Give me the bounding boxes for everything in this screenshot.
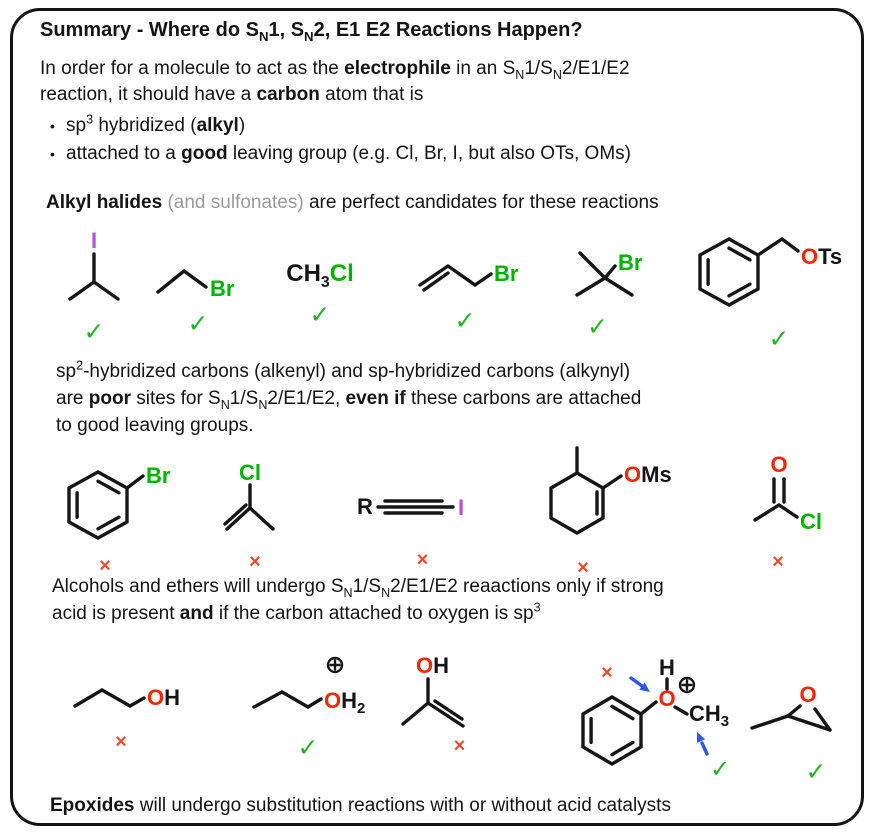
check-mark: ✓ [454, 307, 476, 335]
check-mark: ✓ [709, 756, 731, 783]
bullet-dot: • [50, 118, 55, 134]
structure-drawing [395, 645, 500, 730]
cross-mark: × [453, 735, 466, 757]
requirements-list [50, 112, 631, 168]
molecule-bromobenzene [55, 448, 195, 578]
bullet-sp3: • $sp^3$ hybridized (alkyl) [50, 112, 631, 140]
alcohols-paragraph: Alcohols and ethers will undergo $S_N1/S_N2/E1/E2$ reaactions only if strong acid is present and if the carbon attached to oxygen is $sp^3$ [52, 576, 664, 624]
hydroxyl-label: OH [416, 653, 450, 678]
check-mark: ✓ [187, 310, 209, 338]
ch3cl-formula: $CH_3Cl$ [286, 260, 354, 291]
check-mark: ✓ [587, 313, 608, 341]
bromine-label: Br [146, 463, 171, 488]
molecule-allyl-bromide [395, 235, 535, 336]
check-mark: ✓ [768, 325, 790, 353]
iodine-label: I [458, 495, 465, 520]
molecule-benzyl-tosylate [690, 225, 868, 354]
structure-drawing [735, 448, 847, 546]
cross-mark: × [115, 731, 127, 753]
sp2-paragraph: $sp^2$-hybridized carbons (alkenyl) and sp-hybridized carbons (alkynyl) are poor sites for $S_N1/S_N2/E1/E2$, even if these carbons are attached to good leaving groups. [56, 358, 642, 436]
molecule-propylene-oxide [745, 676, 855, 787]
structure-drawing [55, 448, 195, 550]
hydroxyl-label: OH [147, 685, 180, 710]
bromine-label: Br [618, 250, 643, 275]
check-mark: ✓ [83, 318, 105, 346]
mesylate-label: OMs [624, 462, 672, 487]
structure-drawing [52, 226, 136, 310]
r-group-label: R [357, 494, 373, 519]
molecule-protonated-methyl-phenyl-ether [555, 635, 740, 790]
intro-paragraph: In order for a molecule to act as the electrophile in an $S_N1/S_N2/E1/E2$ reaction, it should have a carbon atom that is [40, 58, 630, 105]
cross-mark: × [416, 549, 429, 571]
structure-drawing [246, 650, 386, 714]
structure-drawing [535, 230, 660, 305]
bromine-label: Br [210, 276, 235, 301]
structure-drawing [745, 676, 855, 738]
molecule-propanol [62, 676, 180, 754]
check-mark: ✓ [805, 758, 827, 786]
cross-mark: × [577, 557, 589, 579]
chlorine-label: Cl [239, 460, 261, 485]
oxonium-label: $OH_2$ [324, 688, 366, 714]
structure-drawing [205, 448, 305, 544]
molecule-ethyl-bromide [148, 240, 248, 339]
structure-drawing [62, 676, 180, 724]
molecule-tert-butyl-bromide [535, 230, 660, 342]
alkyl-halides-heading: Alkyl halides (and sulfonates) are perfect candidates for these reactions [46, 192, 659, 213]
molecule-acetyl-chloride [735, 448, 847, 574]
check-mark: ✓ [297, 734, 319, 762]
structure-drawing [520, 438, 672, 552]
molecule-isopropenyl-chloride [205, 448, 305, 574]
molecule-protonated-propanol [246, 650, 386, 763]
cross-mark: × [772, 551, 784, 573]
structure-drawing [148, 240, 248, 302]
molecule-methyl-chloride [276, 260, 364, 330]
oxygen-label: O [770, 452, 788, 477]
structure-drawing [555, 635, 740, 785]
molecule-isopropyl-iodide [52, 226, 136, 347]
arrow-to-methyl-carbon [702, 743, 707, 754]
structure-drawing [690, 225, 868, 319]
oxygen-label: O [658, 686, 676, 711]
molecule-enol [395, 645, 500, 758]
methyl-label: $CH_3$ [689, 701, 730, 730]
bullet-dot: • [50, 146, 55, 162]
arrow-to-aryl-oxygen [631, 678, 642, 686]
bullet-leaving-group: • attached to a good leaving group (e.g. Cl, Br, I, but also OTs, OMs) [50, 140, 631, 168]
structure-drawing [395, 235, 535, 297]
chlorine-label: Cl [800, 509, 822, 534]
molecule-cyclohexenyl-mesylate [520, 438, 672, 580]
cross-mark: × [601, 662, 613, 684]
molecule-alkynyl-iodide [345, 452, 500, 572]
epoxides-note: Epoxides will undergo substitution reactions with or without acid catalysts [50, 795, 671, 816]
oxygen-label: O [799, 682, 817, 707]
iodine-label: I [90, 228, 98, 253]
check-mark: ✓ [309, 301, 331, 329]
bromine-label: Br [494, 261, 519, 286]
cross-mark: × [99, 555, 111, 577]
cross-mark: × [249, 551, 261, 573]
hydrogen-label: H [659, 655, 675, 680]
tosylate-label: OTs [801, 244, 843, 269]
page-title: Summary - Where do $S_N1$, $S_N2$, E1 E2 Reactions Happen? [40, 19, 583, 44]
structure-drawing [345, 452, 500, 530]
